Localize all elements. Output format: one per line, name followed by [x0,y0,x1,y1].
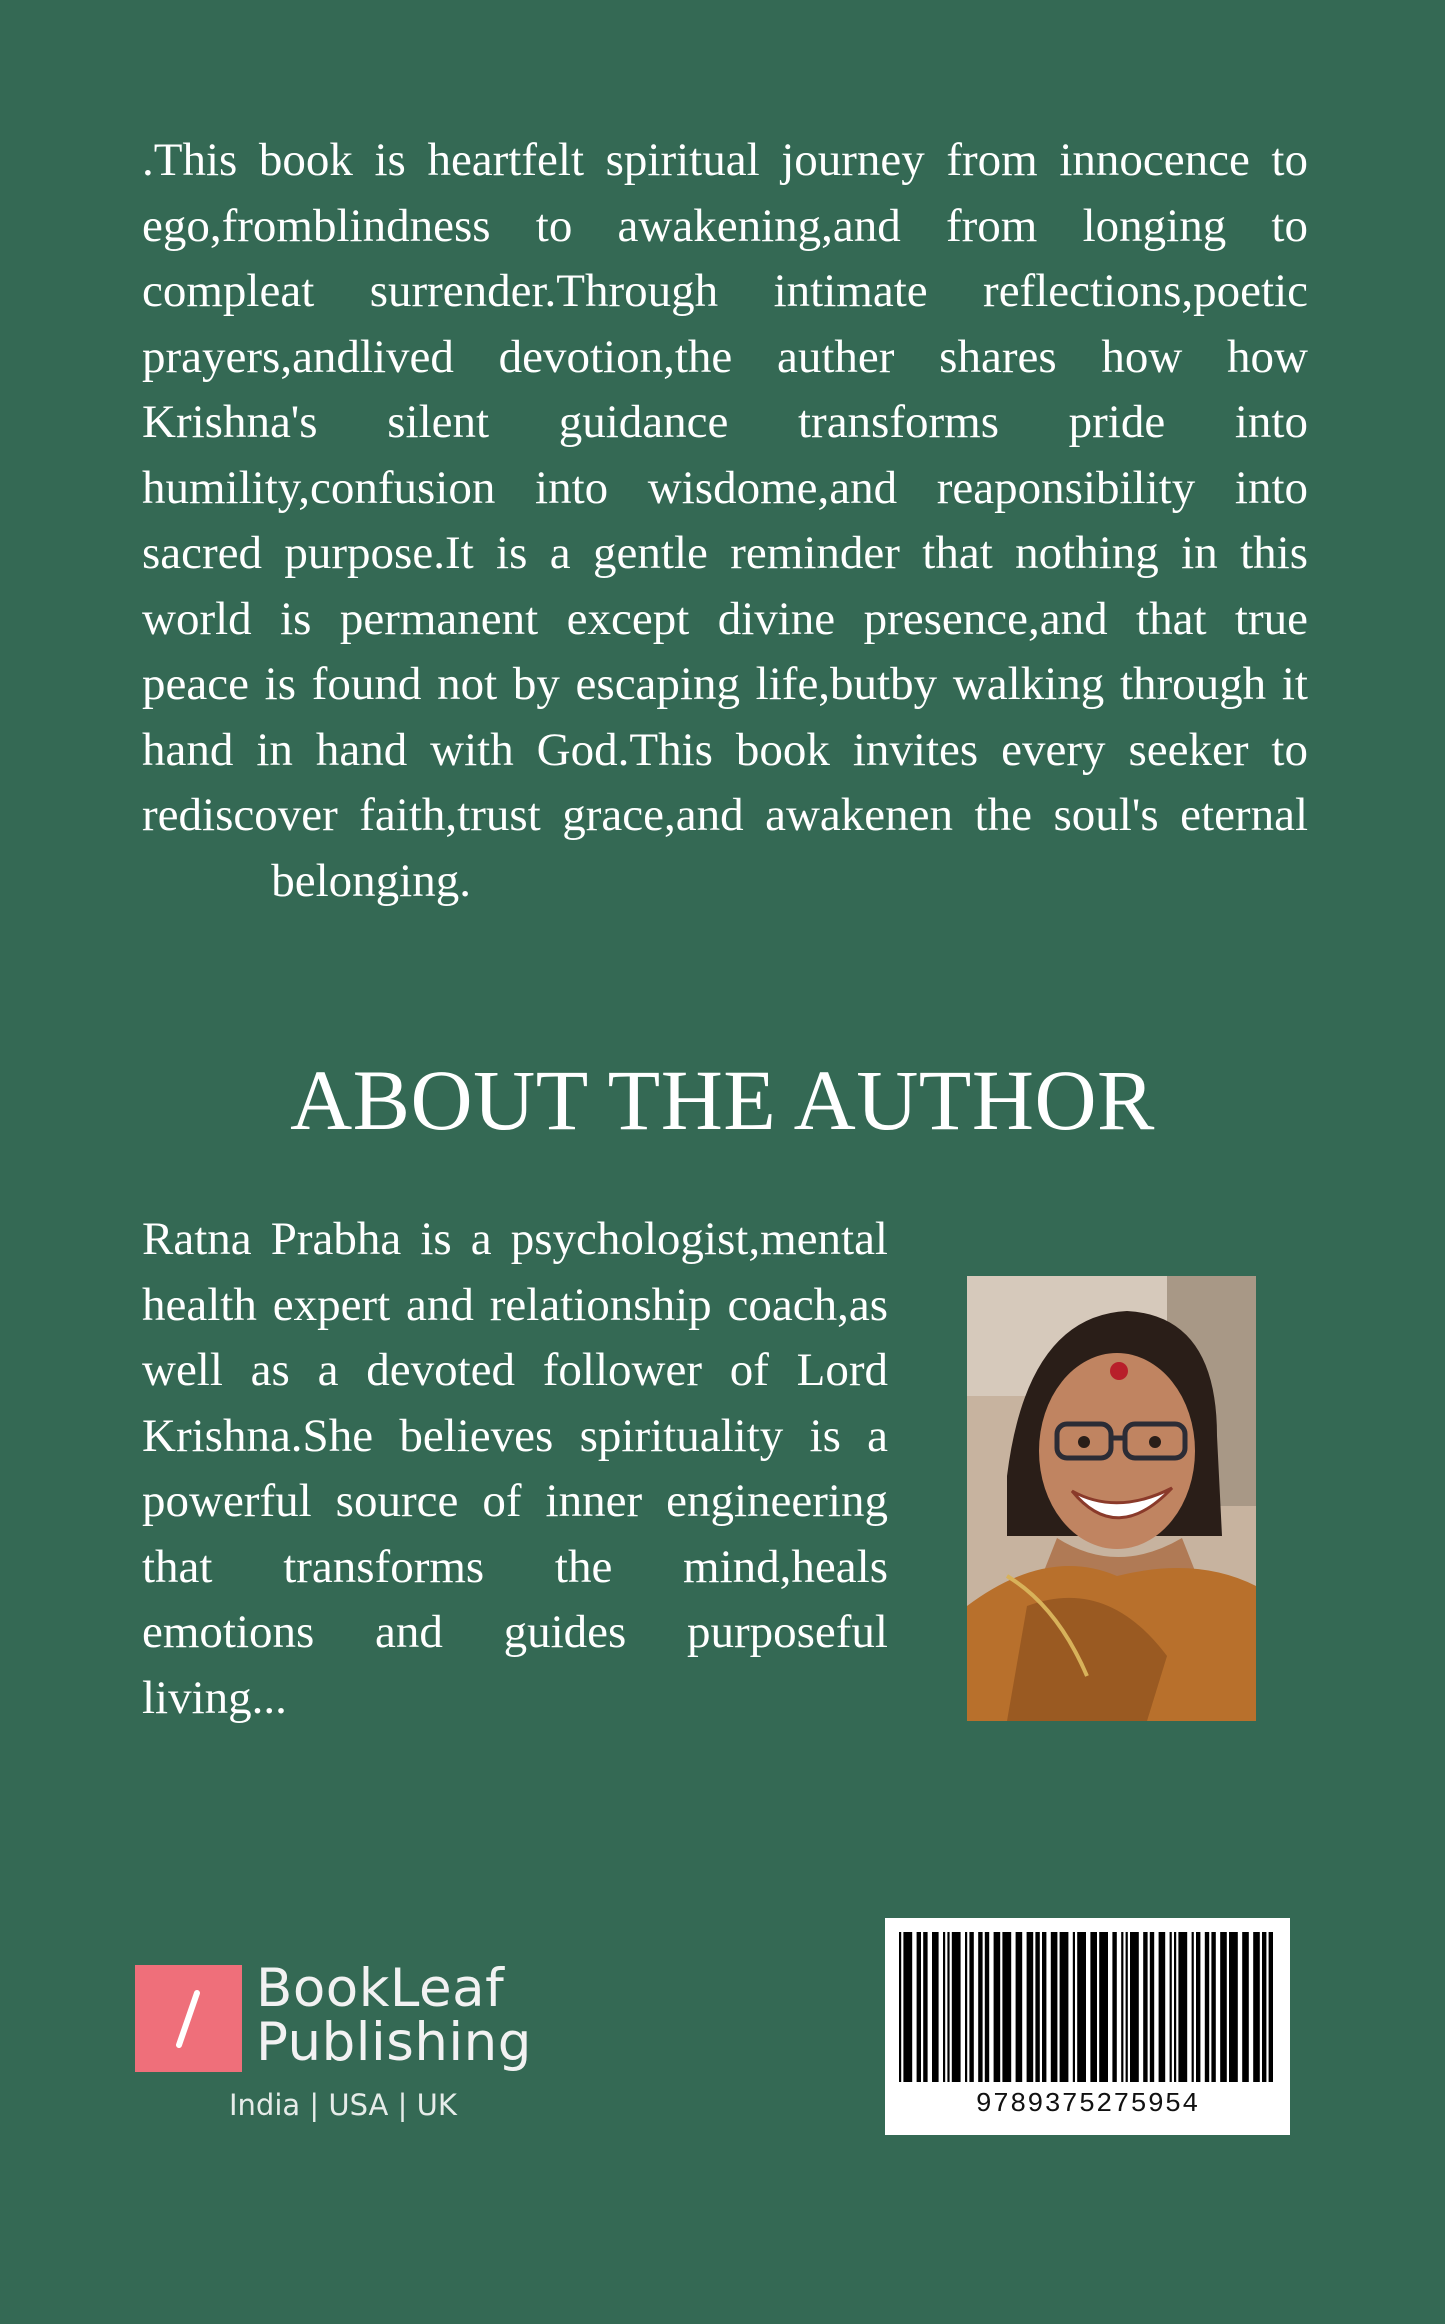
publisher-logo [135,1958,535,2132]
barcode-bar [1060,1932,1069,2082]
barcode-bar [1150,1932,1154,2082]
barcode-bar [965,1932,967,2082]
barcode-bar [1242,1932,1249,2082]
barcode-bar [1253,1932,1260,2082]
barcode-bar [1220,1932,1227,2082]
barcode-bar [1205,1932,1209,2082]
barcode-bar [1196,1932,1200,2082]
barcode-bar [932,1932,939,2082]
barcode-bars [885,1918,1290,2088]
barcode-bar [1211,1932,1215,2082]
barcode-bar [1178,1932,1187,2082]
barcode-bar [917,1932,921,2082]
slash-logo-icon [135,1965,242,2072]
publisher-tagline: India | USA | UK [229,2088,457,2122]
barcode-bar [1174,1932,1176,2082]
barcode-bar [985,1932,989,2082]
about-author-heading: ABOUT THE AUTHOR [290,1052,1155,1148]
barcode-bar [1042,1932,1046,2082]
barcode-bar [923,1932,927,2082]
barcode-bar [1159,1932,1166,2082]
barcode-bar [903,1932,912,2082]
author-photo [967,1276,1256,1721]
barcode-bar [1051,1932,1058,2082]
barcode-bar [1099,1932,1108,2082]
author-bio: Ratna Prabha is a psychologist,mental health expert and relationship coach,as well as a devoted follower of Lord Krishna.She believes spirituality is a powerful source of inner engineering that transforms the mind,heals emotions and guides purposeful living... [142,1213,888,1724]
isbn-number: 9789375275954 [975,2090,1200,2120]
barcode-bar [1262,1932,1266,2082]
barcode-bar [969,1932,973,2082]
barcode-bar [1090,1932,1097,2082]
barcode-bar [1002,1932,1011,2082]
book-description: .This book is heartfelt spiritual journey from innocence to ego,fromblindness to awakening,and from longing to compleat surrender.Through intimate reflections,poetic prayers,andlived devotion,the auther shares how how Krishna's silent guidance transforms pride into humility,confusion into wisdome,and reaponsibility into sacred purpose.It is a gentle reminder that nothing in this world is permanent except divine presence,and that true peace is found not by escaping life,butby walking through it hand in hand with God.This book invites every seeker to rediscover faith,trust grace,and awakenen the soul's eternal belonging. [142,134,1308,907]
barcode-bar [1073,1932,1075,2082]
publisher-name-line2: Publishing [256,2012,532,2073]
isbn-barcode [885,1918,1290,2135]
barcode-bar [899,1932,901,2082]
barcode-bar [1035,1932,1039,2082]
barcode-bar [1126,1932,1128,2082]
barcode-bar [1027,1932,1034,2082]
barcode-bar [1170,1932,1172,2082]
barcode-bar [1192,1932,1194,2082]
barcode-bar [1269,1932,1273,2082]
barcode-bar [1143,1932,1147,2082]
barcode-bar [1112,1932,1116,2082]
barcode-bar [1229,1932,1238,2082]
barcode-bar [978,1932,982,2082]
barcode-bar [943,1932,945,2082]
barcode-bar [1016,1932,1023,2082]
barcode-bar [994,1932,1001,2082]
author-portrait-illustration [967,1276,1256,1721]
publisher-name-line1: BookLeaf [256,1958,505,2019]
barcode-bar [952,1932,961,2082]
barcode-bar [947,1932,949,2082]
barcode-bar [1077,1932,1086,2082]
barcode-bar [1130,1932,1139,2082]
barcode-bar [1121,1932,1123,2082]
